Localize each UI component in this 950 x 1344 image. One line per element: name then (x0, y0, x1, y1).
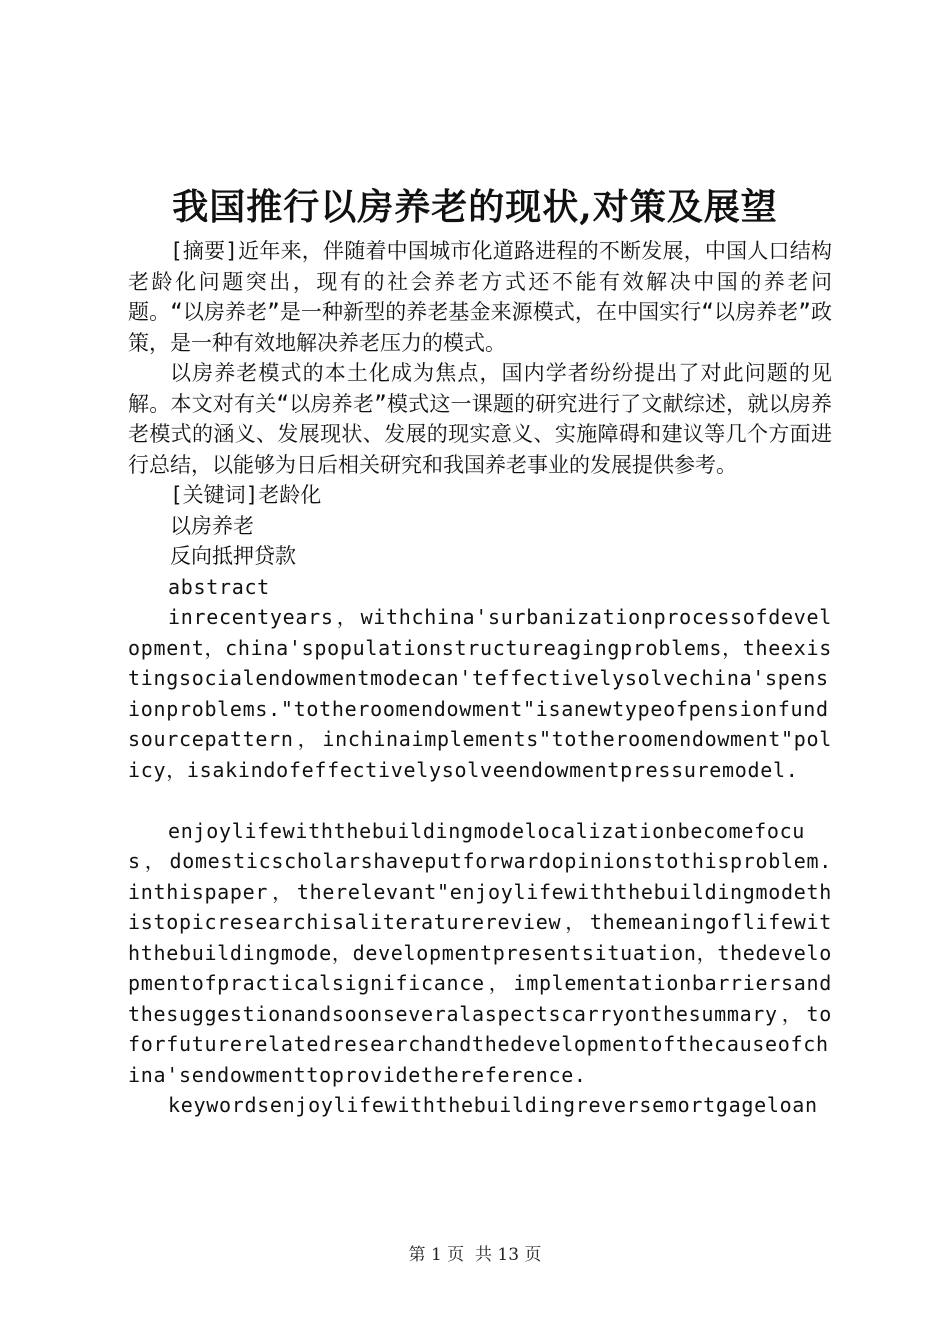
total-pages: 共 13 页 (474, 1245, 542, 1265)
document-body (128, 236, 832, 1121)
keywords-en-line: keywordsenjoylifewiththebuildingreversemortgageloan (168, 1093, 818, 1117)
document-title: 我国推行以房养老的现状,对策及展望 (172, 186, 778, 228)
footer-separator (464, 1245, 475, 1265)
keywords-cn-line-3: 反向抵押贷款 (170, 544, 296, 568)
abstract-en-paragraph-1: inrecentyears，withchina'surbanizationprocessofdevelopment，china'spopulationstructureagingproblems，theexistingsocialendowmentmodecan'teffectivelysolvechina'spensionproblems."totheroomendowment"isanewtypeofpensionfundsourcepattern，inchinaimplements"totheroomendowment"policy，isakindofeffectivelysolveendowmentpressuremodel. (128, 605, 832, 782)
page-footer (0, 1243, 950, 1267)
paragraph-spacer (128, 785, 832, 816)
keywords-cn-line-2: 以房养老 (170, 513, 254, 538)
abstract-cn-paragraph: [摘要]近年来，伴随着中国城市化道路进程的不断发展，中国人口结构老龄化问题突出，现有的社会养老方式还不能有效解决中国的养老问题。“以房养老”是一种新型的养老基金来源模式，在中国实行“以房养老”政策，是一种有效地解决养老压力的模式。 (128, 239, 832, 355)
abstract-en-heading: abstract (168, 574, 270, 599)
abstract-cn-paragraph-2: 以房养老模式的本土化成为焦点，国内学者纷纷提出了对此问题的见解。本文对有关“以房养老”模式这一课题的研究进行了文献综述，就以房养老模式的涵义、发展现状、发展的现实意义、实施障碍和建议等几个方面进行总结，以能够为日后相关研究和我国养老事业的发展提供参考。 (128, 361, 832, 477)
page-number: 第 1 页 (408, 1245, 465, 1265)
keywords-cn-line-1: [关键词]老龄化 (170, 483, 322, 507)
abstract-en-paragraph-2: enjoylifewiththebuildingmodelocalizationbecomefocus，domesticscholarshaveputforwardopinionstothisproblem.inthispaper，therelevant"enjoylifewiththebuildingmodethistopicresearchisaliteraturereview，themeaningoflifewiththebuildingmode，developmentpresentsituation，thedevelopmentofpracticalsignificance，implementationbarriersandthesuggestionandsoonseveralaspectscarryonthesummary，toforfuturerelatedresearchandthedevelopmentofthecauseofchina'sendowmenttoprovidethereference. (128, 818, 832, 1087)
